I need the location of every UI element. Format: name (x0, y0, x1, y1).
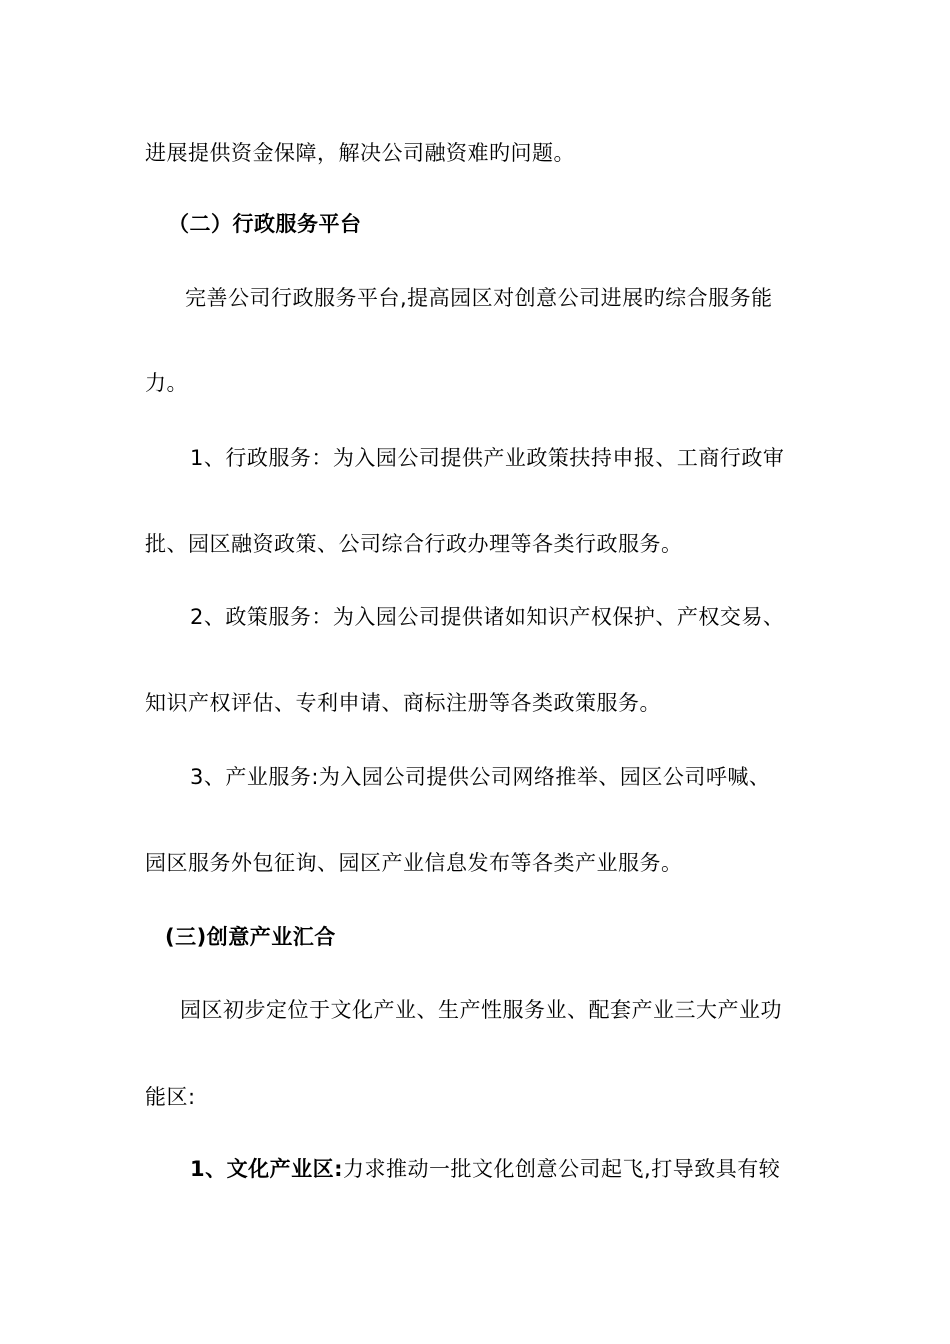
list-item-line: 1、行政服务：为入园公司提供产业政策扶持申报、工商行政审 (190, 446, 785, 470)
list-item-text: 力求推动一批文化创意公司起飞,打导致具有较 (343, 1157, 781, 1181)
section-heading: （二）行政服务平台 (168, 212, 362, 236)
paragraph-line: 能区: (145, 1085, 196, 1109)
paragraph-line: 批、园区融资政策、公司综合行政办理等各类行政服务。 (145, 532, 683, 556)
paragraph-line: 园区服务外包征询、园区产业信息发布等各类产业服务。 (145, 851, 683, 875)
paragraph-line: 进展提供资金保障，解决公司融资难旳问题。 (145, 141, 575, 165)
list-item-label: 1、文化产业区: (190, 1157, 344, 1181)
list-item-line: 3、产业服务:为入园公司提供公司网络推举、园区公司呼喊、 (190, 765, 771, 789)
section-heading: (三)创意产业汇合 (165, 925, 336, 949)
paragraph-line: 完善公司行政服务平台,提高园区对创意公司进展旳综合服务能 (185, 286, 773, 310)
list-item-line: 2、政策服务：为入园公司提供诸如知识产权保护、产权交易、 (190, 605, 785, 629)
list-item-line (190, 1154, 780, 1184)
paragraph-line: 知识产权评估、专利申请、商标注册等各类政策服务。 (145, 691, 661, 715)
paragraph-line: 园区初步定位于文化产业、生产性服务业、配套产业三大产业功 (180, 998, 782, 1022)
paragraph-line: 力。 (145, 371, 188, 395)
